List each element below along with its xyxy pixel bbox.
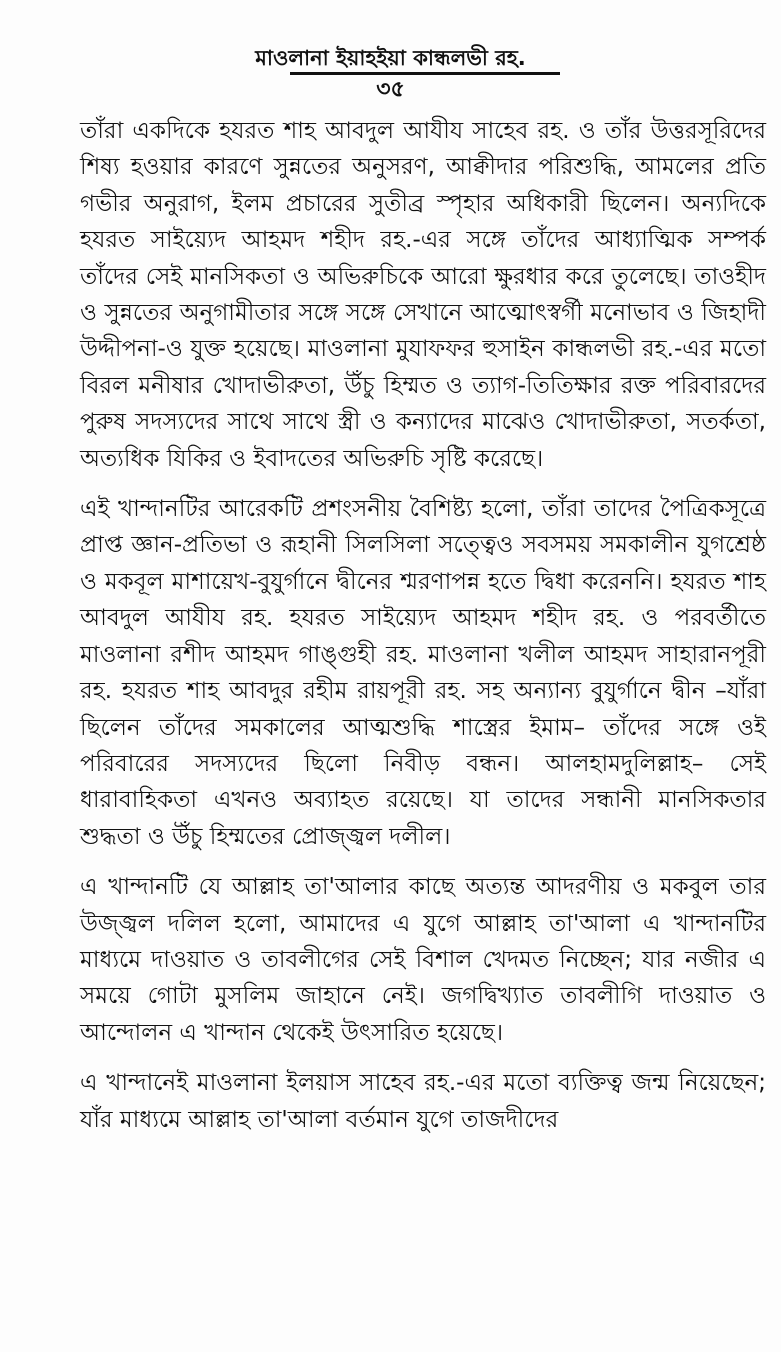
- paragraph: তাঁরা একদিকে হযরত শাহ আবদুল আযীয সাহেব রহ. ও তাঁর উত্তরসূরিদের শিষ্য হওয়ার কারণে সুন্নতের অনুসরণ, আক্বীদার পরিশুদ্ধি, আমলের প্রতি গভীর অনুরাগ, ইলম প্রচারের সুতীব্র স্পৃহার অধিকারী ছিলেন। অন্যদিকে হযরত সাইয়্যেদ আহমদ শহীদ রহ.-এর সঙ্গে তাঁদের আধ্যাত্মিক সম্পর্ক তাঁদের সেই মানসিকতা ও অভিরুচিকে আরো ক্ষুরধার করে তুলেছে। তাওহীদ ও সুন্নতের অনুগামীতার সঙ্গে সঙ্গে সেখানে আত্মোৎস্বর্গী মনোভাব ও জিহাদী উদ্দীপনা-ও যুক্ত হয়েছে। মাওলানা মুযাফফর হুসাইন কান্ধলভী রহ.-এর মতো বিরল মনীষার খোদাভীরুতা, উঁচু হিম্মত ও ত্যাগ-তিতিক্ষার রক্ত পরিবারদের পুরুষ সদস্যদের সাথে সাথে স্ত্রী ও কন্যাদের মাঝেও খোদাভীরুতা, সতর্কতা, অত্যধিক যিকির ও ইবাদতের অভিরুচি সৃষ্টি করেছে।: [80, 118, 766, 472]
- running-header-title: মাওলানা ইয়াহইয়া কান্ধলভী রহ.: [255, 46, 526, 70]
- page-number: ৩৫: [376, 77, 405, 102]
- header-underline: [290, 72, 560, 75]
- body-text: [80, 113, 766, 1152]
- paragraph: এ খান্দানেই মাওলানা ইলয়াস সাহেব রহ.-এর মতো ব্যক্তিত্ব জন্ম নিয়েছেন; যাঁর মাধ্যমে আল্লাহ তা'আলা বর্তমান যুগে তাজদীদের: [80, 1070, 766, 1133]
- paragraph: এই খান্দানটির আরেকটি প্রশংসনীয় বৈশিষ্ট্য হলো, তাঁরা তাদের পৈত্রিকসূত্রে প্রাপ্ত জ্ঞান-প্রতিভা ও রূহানী সিলসিলা সত্ত্বেও সবসময় সমকালীন যুগশ্রেষ্ঠ ও মকবূল মাশায়েখ-বুযুর্গানে দ্বীনের শ্মরণাপন্ন হতে দ্বিধা করেননি। হযরত শাহ আবদুল আযীয রহ. হযরত সাইয়্যেদ আহমদ শহীদ রহ. ও পরবর্তীতে মাওলানা রশীদ আহমদ গাঙ্গুহী রহ. মাওলানা খলীল আহমদ সাহারানপূরী রহ. হযরত শাহ আবদুর রহীম রায়পূরী রহ. সহ অন্যান্য বুযুর্গানে দ্বীন –যাঁরা ছিলেন তাঁদের সমকালের আত্মশুদ্ধি শাস্ত্রের ইমাম– তাঁদের সঙ্গে ওই পরিবারের সদস্যদের ছিলো নিবীড় বন্ধন। আলহামদুলিল্লাহ– সেই ধারাবাহিকতা এখনও অব্যাহত রয়েছে। যা তাদের সন্ধানী মানসিকতার শুদ্ধতা ও উঁচু হিম্মতের প্রোজ্জ্বল দলীল।: [80, 496, 766, 850]
- paragraph: এ খান্দানটি যে আল্লাহ তা'আলার কাছে অত্যন্ত আদরণীয় ও মকবুল তার উজ্জ্বল দলিল হলো, আমাদের এ যুগে আল্লাহ তা'আলা এ খান্দানটির মাধ্যমে দাওয়াত ও তাবলীগের সেই বিশাল খেদমত নিচ্ছেন; যার নজীর এ সময়ে গোটা মুসলিম জাহানে নেই। জগদ্বিখ্যাত তাবলীগি দাওয়াত ও আন্দোলন এ খান্দান থেকেই উৎসারিত হয়েছে।: [80, 874, 766, 1046]
